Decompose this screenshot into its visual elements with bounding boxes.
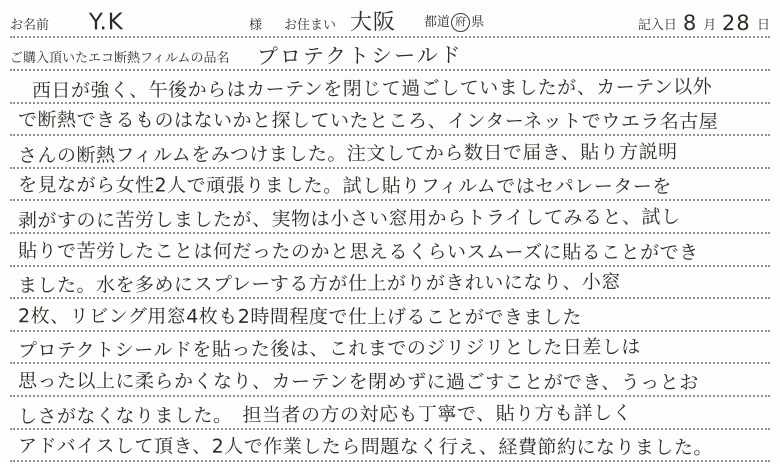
testimonial-text: 剥がすのに苦労しましたが、実物は小さい窓用からトライしてみると、試し (17, 205, 681, 232)
product-value: プロテクトシールド (257, 43, 464, 69)
testimonial-text: 西日が強く、午後からはカーテンを閉じて過ごしていましたが、カーテン以外 (31, 75, 713, 102)
name-label: お名前 (10, 16, 50, 32)
prefecture-post: 県 (471, 14, 485, 30)
testimonial-text: アドバイスして頂き、2人で作業したら問題なく行え、経費節約になりました。 (17, 435, 713, 460)
date-day-value: 28 (722, 10, 752, 36)
residence-value: 大阪 (349, 9, 397, 36)
honorific-label: 様 (249, 16, 263, 32)
prefecture-label (424, 13, 484, 34)
testimonial-line (10, 169, 770, 202)
form-header-row (10, 4, 770, 38)
prefecture-circled-mark: 府 (451, 13, 470, 32)
testimonial-line (10, 267, 770, 300)
testimonial-text: さんの断熱フィルムをみつけました。注文してから数日で届き、貼り方説明 (17, 140, 678, 167)
product-label: ご購入頂いたエコ断熱フィルムの品名 (10, 49, 230, 65)
testimonial-line (10, 71, 770, 104)
testimonial-text: を見ながら女性2人で頑張りました。試し貼りフィルムではセパレーターを (17, 174, 672, 199)
name-value: Y.K (88, 9, 124, 36)
testimonial-line (10, 430, 770, 463)
testimonial-text: 思った以上に柔らかくなり、カーテンを閉めずに過ごすことができ、うっとお (17, 370, 699, 394)
testimonial-body (10, 71, 770, 462)
product-name-row (10, 38, 770, 71)
testimonial-line (10, 364, 770, 397)
testimonial-text: プロテクトシールドを貼った後は、これまでのジリジリとした日差しは (17, 336, 641, 363)
testimonial-line (10, 104, 770, 137)
day-unit-label: 日 (756, 16, 770, 32)
testimonial-line (10, 332, 770, 365)
testimonial-text: ました。水を多めにスプレーする方が仕上がりがきれいになり、小窓 (17, 271, 621, 297)
testimonial-line (10, 397, 770, 430)
residence-label: お住まい (284, 16, 337, 32)
testimonial-text: しさがなくなりました。 担当者の方の対応も丁寧で、貼り方も詳しく (17, 401, 633, 428)
testimonial-text: 2枚、リビング用窓4枚も2時間程度で仕上げることができました (17, 305, 582, 329)
date-month-value: 8 (682, 10, 698, 36)
testimonial-line (10, 136, 770, 169)
prefecture-pre: 都道 (424, 14, 451, 30)
testimonial-line (10, 234, 770, 267)
testimonial-line (10, 201, 770, 234)
date-label: 記入日 (637, 16, 677, 32)
month-unit-label: 月 (703, 16, 717, 32)
testimonial-text: 貼りで苦労したことは何だったのかと思えるくらいスムーズに貼ることができ (17, 239, 699, 264)
testimonial-line (10, 299, 770, 332)
testimonial-text: で断熱できるものはないかと探していたところ、インターネットでウエラ名古屋 (17, 109, 719, 134)
